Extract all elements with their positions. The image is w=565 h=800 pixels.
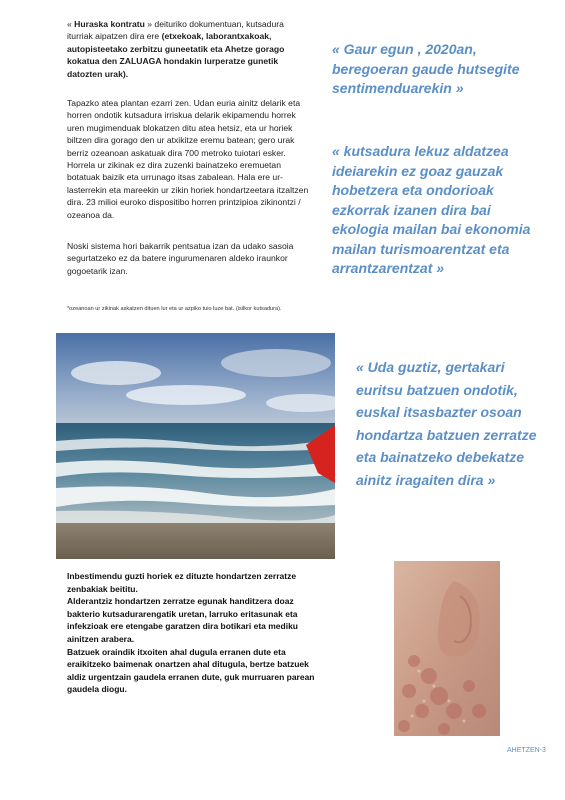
beach-waves-photo	[56, 333, 335, 559]
intro-paragraph	[67, 18, 310, 80]
body-paragraph-2: Tapazko atea plantan ezarri zen. Udan euria ainitz delarik eta horren ondotik kutsadura irriskua delarik ekipamendu horrek uren mugimenduak blokatzen ditu atea hetsiz, eta ur horiek biltzen dira gorago den ur atxikitze eremu batean; gero urak berriz ozeanoan askatuak dira 700 metroko tuiotari esker. Horrela ur zikinak ez dira zuzenki bainatzeko eremuetan botatuak baizik eta urrunago itsas zabalean. Hala ere ur-lasterrekin eta mareekin ur zikin horiek hondartzeetara itzaltzen dira. 23 milioi euroko dispositibo horren printzipioa zikinontzi / ozeanoa da.	[67, 98, 309, 220]
beach-waves-illustration	[56, 333, 335, 559]
bottom-paragraph: Inbestimendu guzti horiek ez dituzte hondartzen zerratze zenbakiak beititu. Alderantziz hondartzen zerratze egunak handitzera doaz bakterio kutsadurarengatik uretan, larruko eritasunak eta infekzioak ere etengabe garatzen dira botikari eta mediku ainitzen arabera. Batzuek oraindik itxoiten ahal dugula erranen dute eta eraikitzeko baimenak onartzen ahal ditugula, bertze batzuek aldiz urgentzain gaudela erranen dute, guk murruaren parean gaudela diogu.	[67, 571, 315, 695]
intro-open-quote: «	[67, 19, 75, 29]
pull-quote-3: « Uda guztiz, gertakari euritsu batzuen ondotik, euskal itsasbazter osoan hondartza batzuen zerratze eta bainatzeko debekatze ainitz iragaiten dira »	[356, 359, 537, 488]
body-paragraph-3: Noski sistema hori bakarrik pentsatua izan da udako sasoia segurtatzeko ez da batere ingurumenaren aldeko iraunkor gogoetarik izan.	[67, 241, 294, 276]
skin-rash-photo	[394, 561, 500, 736]
skin-rash-illustration	[394, 561, 500, 736]
page-number: AHETZEN-3	[507, 747, 546, 754]
intro-bold-text: (etxekoak, laborantxakoak, autopisteetako zerbitzu guneetatik eta Ahetze gorago kokatua den ZALUAGA hondakin lurperatze gunetik datozten urak).	[67, 31, 285, 79]
pull-quote-2: « kutsadura lekuz aldatzea ideiarekin ez goaz gauzak hobetzera eta ondorioak ezkorrak izanen dira bai ekologia mailan bai ekonomia mailan turismoarentzat eta arrantzarentzat »	[332, 143, 531, 276]
intro-doc-title: Huraska kontratu	[74, 19, 145, 29]
intro-text: » deituriko dokumentuan, kutsadura iturriak aipatzen dira ere	[67, 19, 284, 42]
pull-quote-1: « Gaur egun , 2020an, beregoeran gaude hutsegite sentimenduarekin »	[332, 41, 520, 96]
footnote: *ozeanoan ur zikinak askatzen dituen lur eta ur azpiko tuio luze bat. (isilkor kutsadura).	[67, 306, 282, 312]
